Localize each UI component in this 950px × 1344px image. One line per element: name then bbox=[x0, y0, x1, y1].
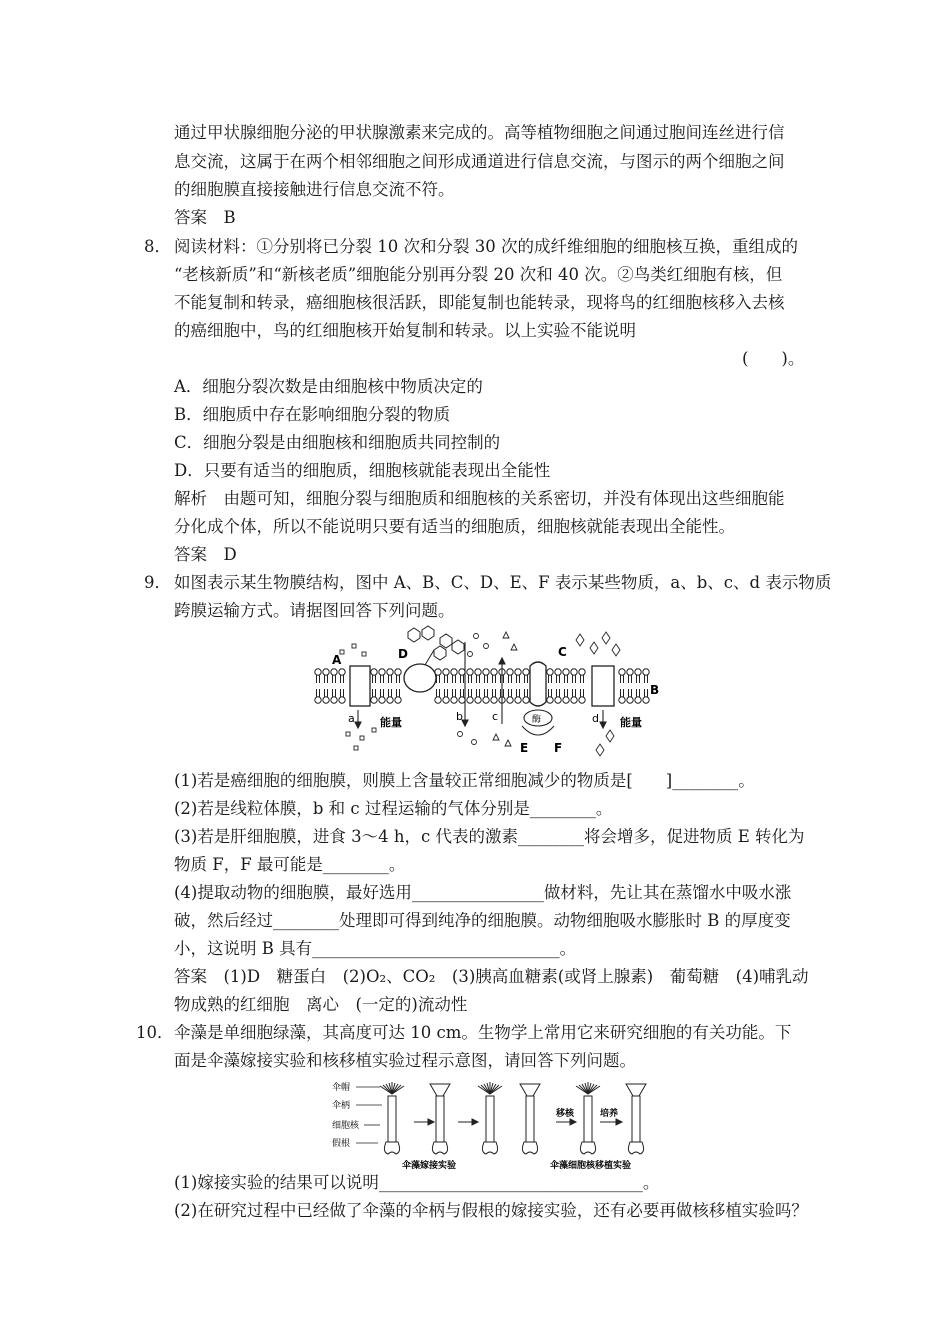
label-b-upper: B bbox=[650, 683, 660, 697]
label-cap: 伞帽 bbox=[332, 1083, 351, 1093]
q8-answer: 答案 D bbox=[174, 545, 237, 564]
phospholipid-head bbox=[467, 669, 473, 675]
q8-analysis-2: 分化成个体，所以不能说明只要有适当的细胞质，细胞核就能表现出全能性。 bbox=[174, 517, 735, 536]
label-d-lower: d bbox=[592, 712, 599, 725]
algae-rhizoid bbox=[384, 1142, 399, 1154]
algae-stalk bbox=[584, 1096, 592, 1142]
phospholipid-head bbox=[635, 697, 641, 703]
q9-line-1: 如图表示某生物膜结构，图中 A、B、C、D、E、F 表示某些物质，a、b、c、d 表示物质 bbox=[174, 573, 832, 592]
continued-line-2: 息交流，这属于在两个相邻细胞之间形成通道进行信息交流，与图示的两个细胞之间 bbox=[174, 152, 785, 171]
phospholipid-head bbox=[339, 697, 345, 703]
q10-question-1: (1)嫁接实验的结果可以说明________________________________。 bbox=[174, 1173, 660, 1192]
label-nucleus: 细胞核 bbox=[332, 1121, 360, 1131]
q8-option-d: D．只要有适当的细胞质，细胞核就能表现出全能性 bbox=[174, 461, 551, 480]
phospholipid-head bbox=[387, 669, 393, 675]
phospholipid-head bbox=[619, 669, 625, 675]
q9-answer-1: 答案 (1)D 糖蛋白 (2)O₂、CO₂ (3)胰高血糖素(或肾上腺素) 葡萄糖 (4)哺乳动 bbox=[174, 967, 809, 986]
q8-option-c: C．细胞分裂是由细胞核和细胞质共同控制的 bbox=[174, 433, 501, 452]
phospholipid-head bbox=[395, 669, 401, 675]
algae-cap-cup bbox=[520, 1084, 540, 1096]
algae-stalk bbox=[632, 1096, 640, 1142]
phospholipid-head bbox=[475, 697, 481, 703]
algae-cap-cup bbox=[430, 1084, 450, 1096]
label-c-upper: C bbox=[558, 645, 567, 659]
protein-c bbox=[530, 662, 546, 706]
label-move-nucleus: 移核 bbox=[556, 1109, 575, 1119]
phospholipid-head bbox=[555, 669, 561, 675]
q8-line-3: 不能复制和转录，癌细胞核很活跃，即能复制也能转录，现将鸟的红细胞核移入去核 bbox=[174, 293, 785, 312]
q9-question-1: (1)若是癌细胞的细胞膜，则膜上含量较正常细胞减少的物质是[ ]________。 bbox=[174, 771, 755, 790]
label-grafting: 伞藻嫁接实验 bbox=[402, 1161, 457, 1170]
phospholipid-head bbox=[643, 669, 649, 675]
phospholipid-head bbox=[379, 669, 385, 675]
phospholipid-head bbox=[379, 697, 385, 703]
label-stalk: 伞柄 bbox=[332, 1101, 351, 1111]
algae-stalk bbox=[436, 1096, 444, 1142]
phospholipid-head bbox=[515, 669, 521, 675]
phospholipid-head bbox=[331, 669, 337, 675]
phospholipid-head bbox=[619, 697, 625, 703]
phospholipid-head bbox=[451, 697, 457, 703]
phospholipid-head bbox=[523, 669, 529, 675]
phospholipid-head bbox=[483, 669, 489, 675]
phospholipid-head bbox=[387, 697, 393, 703]
label-c-lower: c bbox=[492, 710, 499, 723]
protein-d-carrier bbox=[592, 666, 614, 706]
label-d-upper: D bbox=[398, 647, 408, 661]
label-rhizoid: 假根 bbox=[332, 1139, 351, 1149]
phospholipid-head bbox=[635, 669, 641, 675]
q8-line-2: “老核新质”和“新核老质”细胞能分别再分裂 20 次和 40 次。②鸟类红细胞有核，但 bbox=[174, 265, 783, 284]
question-9-number: 9． bbox=[144, 573, 171, 592]
phospholipid-head bbox=[459, 669, 465, 675]
label-culture: 培养 bbox=[600, 1109, 619, 1119]
q9-question-4c: 小，这说明 B 具有______________________________。 bbox=[174, 939, 577, 958]
q9-question-3a: (3)若是肝细胞膜，进食 3～4 h，c 代表的激素________将会增多，促进物质 E 转化为 bbox=[174, 827, 805, 846]
label-energy-left: 能量 bbox=[380, 716, 402, 729]
label-b-lower: b bbox=[456, 710, 463, 723]
algae-rhizoid bbox=[522, 1142, 537, 1154]
label-transplant: 伞藻细胞核移植实验 bbox=[550, 1161, 632, 1170]
phospholipid-head bbox=[571, 669, 577, 675]
phospholipid-head bbox=[459, 697, 465, 703]
label-a-upper: A bbox=[332, 653, 342, 667]
phospholipid-head bbox=[507, 669, 513, 675]
label-e-upper: E bbox=[520, 741, 529, 755]
q8-option-b: B．细胞质中存在影响细胞分裂的物质 bbox=[174, 405, 451, 424]
phospholipid-head bbox=[467, 697, 473, 703]
phospholipid-head bbox=[507, 697, 513, 703]
phospholipid-head bbox=[315, 697, 321, 703]
q9-question-4b: 破，然后经过________处理即可得到纯净的细胞膜。动物细胞吸水膨胀时 B 的厚度变 bbox=[174, 911, 791, 930]
phospholipid-head bbox=[443, 697, 449, 703]
q9-answer-2: 物成熟的红细胞 离心 (一定的)流动性 bbox=[174, 995, 468, 1014]
phospholipid-head bbox=[339, 669, 345, 675]
answer-7: 答案 B bbox=[174, 208, 236, 227]
q8-line-1: 阅读材料：①分别将已分裂 10 次和分裂 30 次的成纤维细胞的细胞核互换，重组成的 bbox=[174, 237, 798, 256]
question-10-number: 10． bbox=[136, 1023, 174, 1042]
phospholipid-head bbox=[371, 697, 377, 703]
algae-rhizoid bbox=[580, 1142, 595, 1154]
phospholipid-head bbox=[563, 669, 569, 675]
label-enzyme: 酶 bbox=[532, 715, 542, 725]
protein-d bbox=[404, 664, 436, 692]
algae-stalk bbox=[388, 1096, 396, 1142]
phospholipid-head bbox=[331, 697, 337, 703]
q8-option-a: A．细胞分裂次数是由细胞核中物质决定的 bbox=[174, 377, 483, 396]
phospholipid-head bbox=[563, 697, 569, 703]
phospholipid-head bbox=[515, 697, 521, 703]
phospholipid-head bbox=[395, 697, 401, 703]
phospholipid-head bbox=[627, 669, 633, 675]
phospholipid-head bbox=[315, 669, 321, 675]
phospholipid-head bbox=[371, 669, 377, 675]
label-energy-right: 能量 bbox=[620, 716, 642, 729]
phospholipid-head bbox=[579, 669, 585, 675]
phospholipid-head bbox=[323, 669, 329, 675]
phospholipid-head bbox=[491, 697, 497, 703]
phospholipid-head bbox=[435, 697, 441, 703]
continued-line-1: 通过甲状腺细胞分泌的甲状腺激素来完成的。高等植物细胞之间通过胞间连丝进行信 bbox=[174, 123, 785, 142]
algae-cap-cup bbox=[626, 1084, 646, 1096]
q8-line-4: 的癌细胞中，鸟的红细胞核开始复制和转录。以上实验不能说明 bbox=[174, 321, 636, 340]
question-8-number: 8． bbox=[144, 237, 171, 256]
q9-question-4a: (4)提取动物的细胞膜，最好选用________________做材料，先让其在蒸馏水中吸水涨 bbox=[174, 883, 792, 902]
q8-answer-paren: ( )。 bbox=[742, 349, 805, 368]
q10-line-1: 伞藻是单细胞绿藻，其高度可达 10 cm。生物学上常用它来研究细胞的有关功能。下 bbox=[174, 1023, 792, 1042]
algae-stalk bbox=[486, 1096, 494, 1142]
label-f-upper: F bbox=[554, 741, 563, 755]
acetabularia-figure bbox=[330, 1078, 670, 1170]
phospholipid-head bbox=[451, 669, 457, 675]
q9-question-2: (2)若是线粒体膜，b 和 c 过程运输的气体分别是________。 bbox=[174, 799, 613, 818]
phospholipid-head bbox=[627, 697, 633, 703]
algae-rhizoid bbox=[482, 1142, 497, 1154]
phospholipid-head bbox=[323, 697, 329, 703]
continued-line-3: 的细胞膜直接接触进行信息交流不符。 bbox=[174, 180, 455, 199]
phospholipid-head bbox=[491, 669, 497, 675]
label-a-lower: a bbox=[348, 712, 355, 725]
phospholipid-head bbox=[571, 697, 577, 703]
membrane-figure bbox=[310, 622, 670, 762]
q8-analysis-1: 解析 由题可知，细胞分裂与细胞质和细胞核的关系密切，并没有体现出这些细胞能 bbox=[174, 489, 785, 508]
phospholipid-head bbox=[555, 697, 561, 703]
q9-question-3b: 物质 F，F 最可能是________。 bbox=[174, 855, 406, 874]
algae-rhizoid bbox=[432, 1142, 447, 1154]
phospholipid-head bbox=[475, 669, 481, 675]
algae-rhizoid bbox=[628, 1142, 643, 1154]
protein-a bbox=[350, 666, 370, 706]
q9-line-2: 跨膜运输方式。请据图回答下列问题。 bbox=[174, 601, 455, 620]
phospholipid-head bbox=[579, 697, 585, 703]
algae-stalk bbox=[526, 1096, 534, 1142]
phospholipid-head bbox=[547, 669, 553, 675]
phospholipid-head bbox=[483, 697, 489, 703]
phospholipid-head bbox=[547, 697, 553, 703]
phospholipid-head bbox=[523, 697, 529, 703]
phospholipid-head bbox=[443, 669, 449, 675]
q10-question-2: (2)在研究过程中已经做了伞藻的伞柄与假根的嫁接实验，还有必要再做核移植实验吗？ bbox=[174, 1201, 808, 1220]
phospholipid-head bbox=[643, 697, 649, 703]
q10-line-2: 面是伞藻嫁接实验和核移植实验过程示意图，请回答下列问题。 bbox=[174, 1051, 636, 1070]
